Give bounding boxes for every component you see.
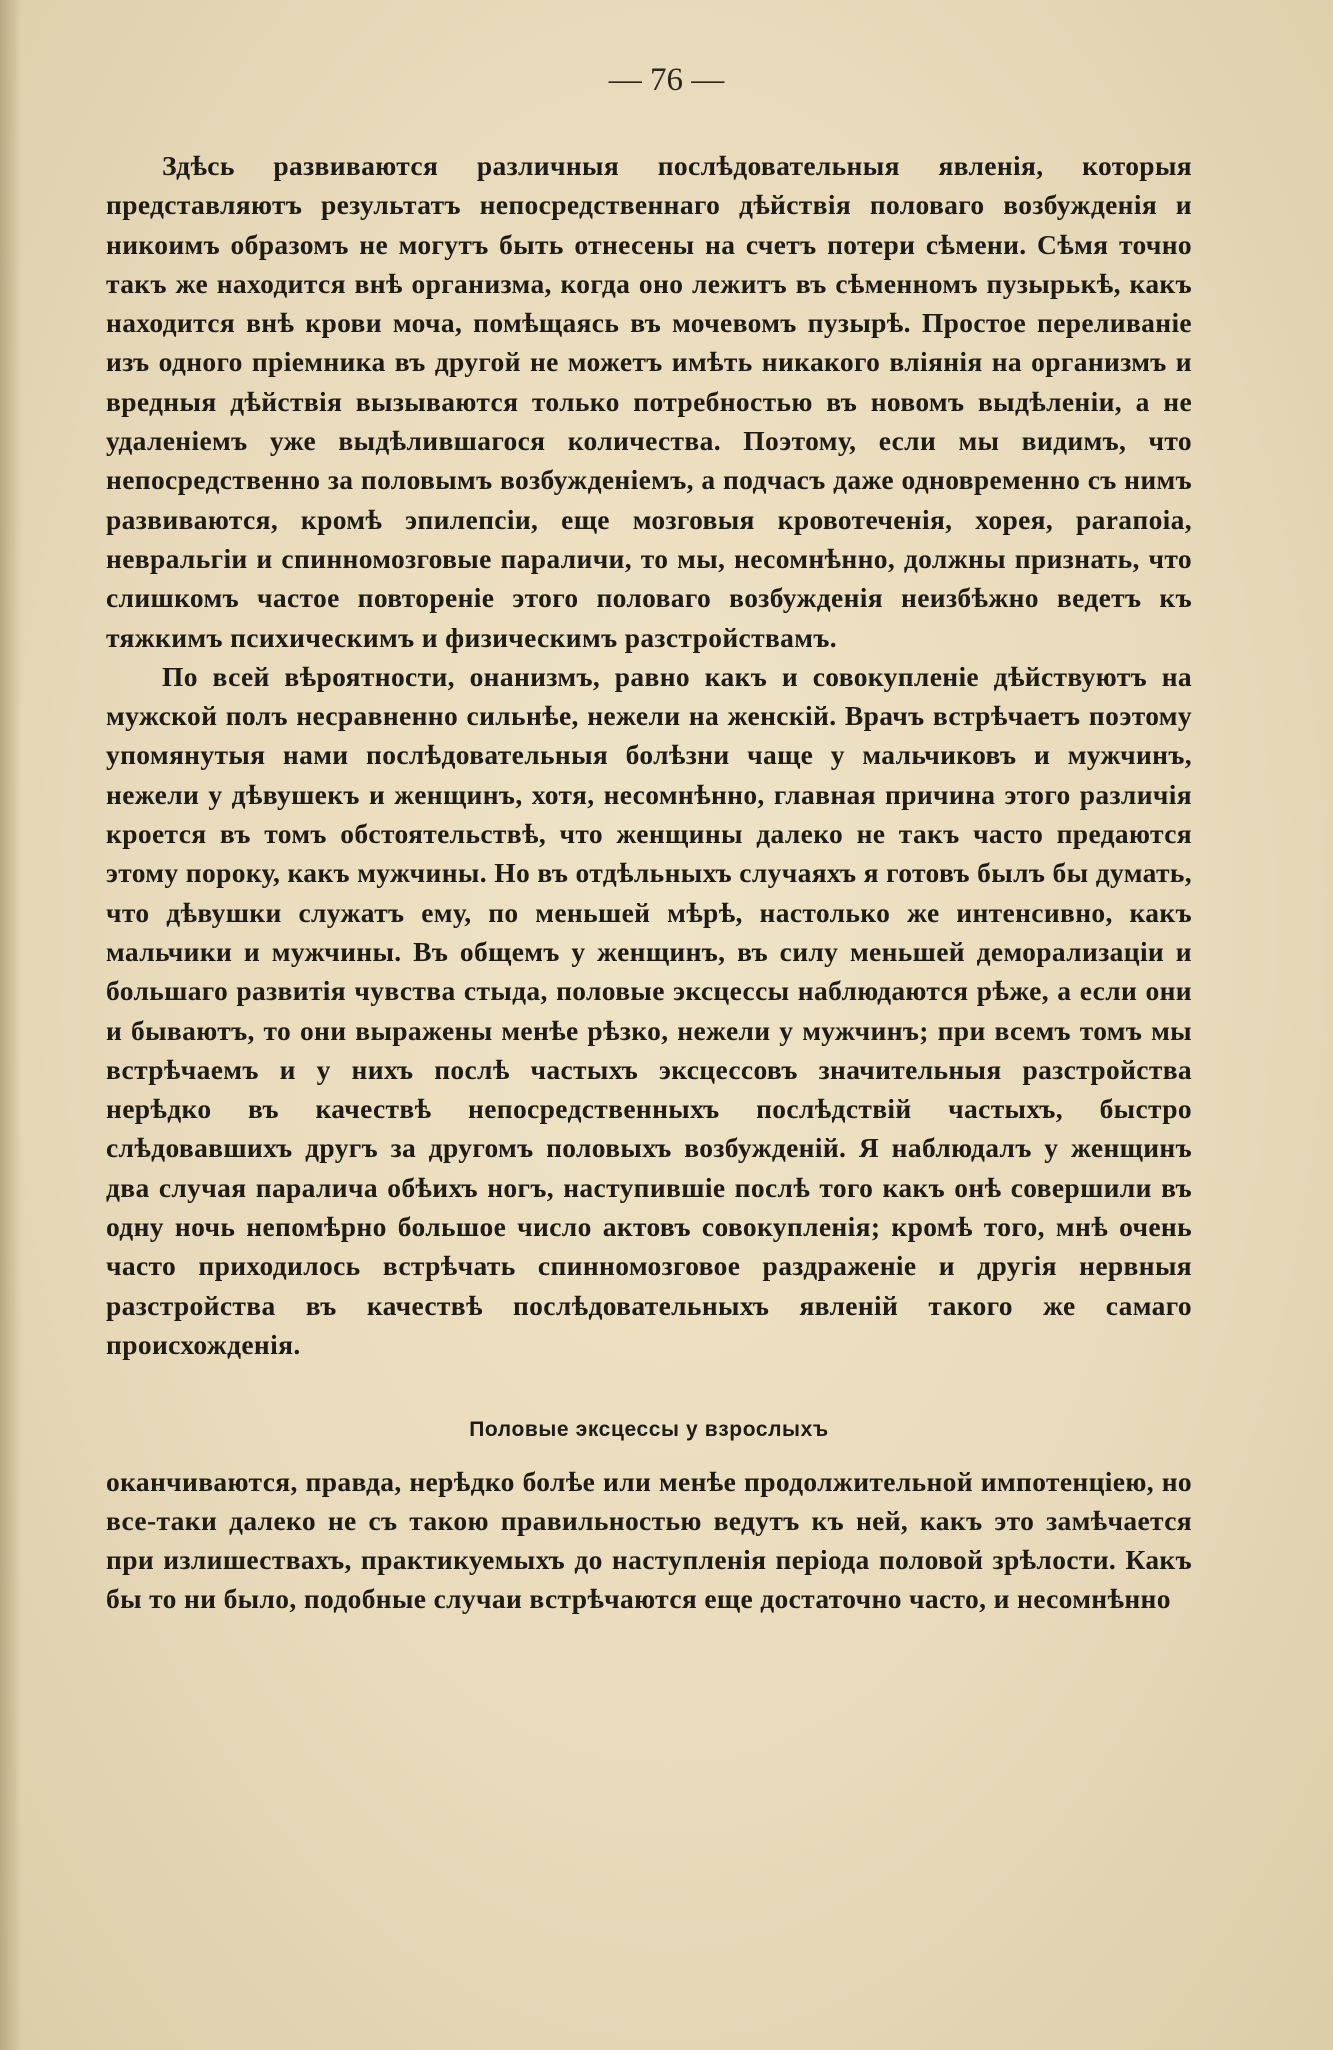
paragraph-2: По всей вѣроятности, онанизмъ, равно какъ и совокупленіе дѣйствуютъ на мужской полъ несравненно сильнѣе, нежели на женскій. Врачъ встрѣчаетъ поэтому упомянутыя нами послѣдовательныя болѣзни чаще у мальчиковъ и мужчинъ, нежели у дѣвушекъ и женщинъ, хотя, несомнѣнно, главная причина этого различія кроется въ томъ обстоятельствѣ, что женщины далеко не такъ часто предаются этому пороку, какъ мужчины. Но въ отдѣльныхъ случаяхъ я готовъ былъ бы думать, что дѣвушки служатъ ему, по меньшей мѣрѣ, настолько же интенсивно, какъ мальчики и мужчины. Въ общемъ у женщинъ, въ силу меньшей деморализаціи и большаго развитія чувства стыда, половые эксцессы наблюдаются рѣже, а если они и бываютъ, то они выражены менѣе рѣзко, нежели у мужчинъ; при всемъ томъ мы встрѣчаемъ и у нихъ послѣ частыхъ эксцессовъ значительныя разстройства нерѣдко въ качествѣ непосредственныхъ послѣдствій частыхъ, быстро слѣдовавшихъ другъ за другомъ половыхъ возбужденій. Я наблюдалъ у женщинъ два случая паралича обѣихъ ногъ, наступившіе послѣ того какъ онѣ совершили въ одну ночь непомѣрно большое число актовъ совокупленія; кромѣ того, мнѣ очень часто приходилось встрѣчать спинномозговое раздраженіе и другія нервныя разстройства въ качествѣ послѣдовательныхъ явленій такого же самаго происхожденія. [106,660,1192,1360]
page-number: — 76 — [608,62,725,98]
paragraph-1: Здѣсь развиваются различныя послѣдовательныя явленія, которыя представляютъ результатъ непосредственнаго дѣйствія половаго возбужденія и никоимъ образомъ не могутъ быть отнесены на счетъ потери сѣмени. Сѣмя точно такъ же находится внѣ организма, когда оно лежитъ въ сѣменномъ пузырькѣ, какъ находится внѣ крови моча, помѣщаясь въ мочевомъ пузырѣ. Простое переливаніе изъ одного пріемника въ другой не можетъ имѣть никакого вліянія на организмъ и вредныя дѣйствія вызываются только потребностью въ новомъ выдѣленіи, а не удаленіемъ уже выдѣлившагося количества. Поэтому, если мы видимъ, что непосредственно за половымъ возбужденіемъ, а подчасъ даже одновременно съ нимъ развиваются, кромѣ эпилепсіи, еще мозговыя кровотеченія, хорея, paraпоіа, невральгіи и спинномозговые параличи, то мы, несомнѣнно, должны признать, что слишкомъ частое повтореніе этого половаго возбужденія неизбѣжно ведетъ къ тяжкимъ психическимъ и физическимъ разстройствамъ. [106,150,1192,653]
section-heading: Половые эксцессы у взрослыхъ [469,1418,829,1442]
paragraph-continuation: оканчиваются, правда, нерѣдко болѣе или менѣе продолжительной импотенціею, но все-таки далеко не съ такою правильностью ведутъ къ ней, какъ это замѣчается при излишествахъ, практикуемыхъ до наступленія періода половой зрѣлости. Какъ бы то ни было, подобные случаи встрѣчаются еще достаточно часто, и несомнѣнно [106,1465,1192,1615]
page-binding-shadow [0,0,22,2050]
page-body [106,146,1192,1619]
